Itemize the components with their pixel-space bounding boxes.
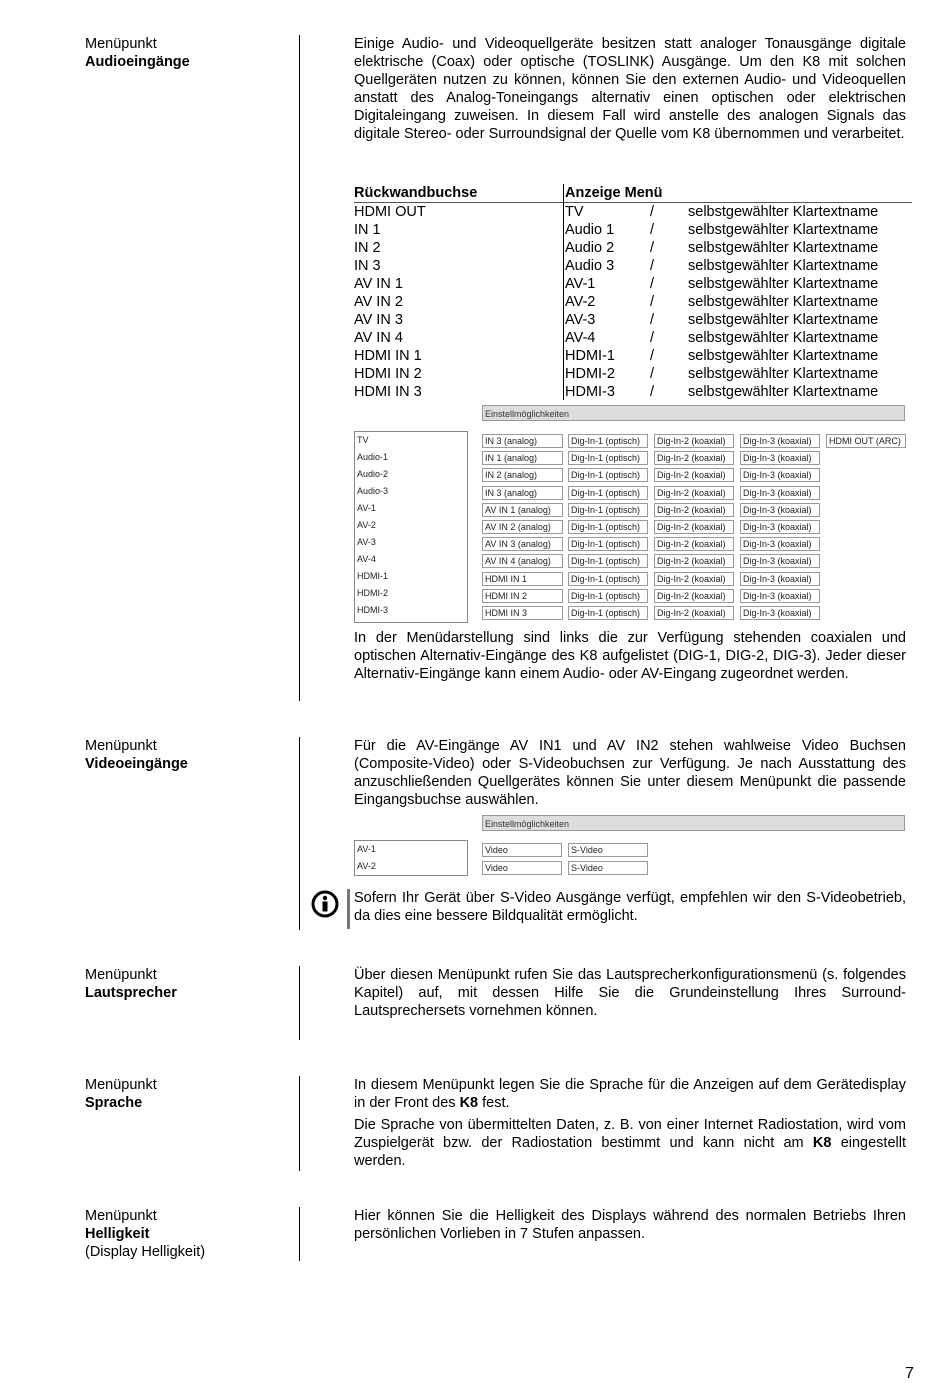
menu-item[interactable]: HDMI-3 bbox=[357, 605, 388, 615]
page-number: 7 bbox=[905, 1365, 914, 1382]
menu-item[interactable]: Audio-1 bbox=[357, 452, 389, 462]
table-cell: / bbox=[650, 258, 655, 274]
menu-item[interactable]: HDMI-2 bbox=[357, 588, 388, 598]
table-header-socket: Rückwandbuchse bbox=[354, 185, 478, 201]
option-cell[interactable]: Dig-In-2 (koaxial) bbox=[654, 434, 734, 448]
brightness-label-sub: (Display Helligkeit) bbox=[85, 1244, 206, 1260]
audio-outro-text: In der Menüdarstellung sind links die zur Verfügung stehenden coaxialen und optischen Alternativ-Eingänge des K8 aufgelistet (DIG-1, DIG-2, DIG-3). Jeder dieser Alternativ-Eingänge kann einem Audio- oder AV-Eingang zugeordnet werden. bbox=[354, 630, 906, 682]
option-cell[interactable]: Dig-In-3 (koaxial) bbox=[740, 451, 820, 465]
table-cell: AV IN 3 bbox=[354, 312, 403, 328]
option-cell[interactable]: Dig-In-3 (koaxial) bbox=[740, 503, 820, 517]
option-cell[interactable]: Dig-In-2 (koaxial) bbox=[654, 537, 734, 551]
audio-socket-table bbox=[354, 184, 912, 401]
option-cell[interactable]: Dig-In-1 (optisch) bbox=[568, 503, 648, 517]
audio-intro-text: Einige Audio- und Videoquellgeräte besitzen statt analoger Tonausgänge digitale elektrische (Coax) oder optische (TOSLINK) Ausgänge. Um den K8 mit solchen Quellgeräten nutzen zu können, können Sie den externen Audio- und Videoquellen anstatt des Analog-Toneingangs alternativ einen optischen oder elektrischen Digitaleingang zuweisen. In diesem Fall wird anstelle des analogen Signals das digitale Stereo- oder Surroundsignal der Quelle vom K8 übernommen und verarbeitet. bbox=[354, 36, 906, 142]
menu-item[interactable]: AV-4 bbox=[357, 554, 376, 564]
table-cell: selbstgewählter Klartextname bbox=[688, 366, 879, 382]
note-bar bbox=[347, 889, 350, 929]
audio-table-header bbox=[354, 184, 912, 203]
table-row bbox=[354, 365, 912, 383]
table-cell: Audio 3 bbox=[565, 258, 615, 274]
option-cell[interactable]: Dig-In-3 (koaxial) bbox=[740, 572, 820, 586]
table-cell: HDMI IN 3 bbox=[354, 384, 422, 400]
option-cell[interactable]: Dig-In-1 (optisch) bbox=[568, 589, 648, 603]
table-cell: IN 2 bbox=[354, 240, 381, 256]
table-cell: selbstgewählter Klartextname bbox=[688, 330, 879, 346]
table-cell: selbstgewählter Klartextname bbox=[688, 294, 879, 310]
option-cell[interactable]: AV IN 4 (analog) bbox=[482, 554, 563, 568]
table-cell: / bbox=[650, 348, 655, 364]
menu-item[interactable]: HDMI-1 bbox=[357, 571, 388, 581]
option-cell[interactable]: Dig-In-2 (koaxial) bbox=[654, 606, 734, 620]
table-cell: selbstgewählter Klartextname bbox=[688, 348, 879, 364]
option-cell[interactable]: Video bbox=[482, 861, 562, 875]
option-cell[interactable]: Dig-In-2 (koaxial) bbox=[654, 554, 734, 568]
option-cell[interactable]: HDMI IN 1 bbox=[482, 572, 563, 586]
table-cell: selbstgewählter Klartextname bbox=[688, 222, 879, 238]
option-cell[interactable]: Dig-In-3 (koaxial) bbox=[740, 537, 820, 551]
table-cell: IN 1 bbox=[354, 222, 381, 238]
option-cell[interactable]: HDMI IN 2 bbox=[482, 589, 563, 603]
table-row bbox=[354, 221, 912, 239]
audio-table-body bbox=[354, 203, 912, 401]
language-text-2: Die Sprache von übermittelten Daten, z. B. von einer Internet Radiostation, wird vom Zuspielgerät bzw. der Radiostation bestimmt und kann nicht am K8 eingestellt werden. bbox=[354, 1117, 906, 1169]
table-row bbox=[354, 257, 912, 275]
speaker-text bbox=[354, 966, 906, 1020]
table-cell: selbstgewählter Klartextname bbox=[688, 204, 879, 220]
option-cell[interactable]: Dig-In-2 (koaxial) bbox=[654, 468, 734, 482]
table-cell: AV IN 2 bbox=[354, 294, 403, 310]
video-label-title: Videoeingänge bbox=[85, 756, 188, 772]
table-cell: Audio 1 bbox=[565, 222, 615, 238]
option-cell[interactable]: Dig-In-2 (koaxial) bbox=[654, 572, 734, 586]
option-cell[interactable]: IN 2 (analog) bbox=[482, 468, 563, 482]
menu-item[interactable]: Audio-2 bbox=[357, 469, 389, 479]
table-cell: selbstgewählter Klartextname bbox=[688, 240, 879, 256]
audio-label bbox=[85, 35, 190, 71]
language-text-1: In diesem Menüpunkt legen Sie die Sprache für die Anzeigen auf dem Gerätedisplay in der Front des K8 fest. bbox=[354, 1077, 906, 1111]
table-row bbox=[354, 329, 912, 347]
table-row bbox=[354, 239, 912, 257]
table-cell: AV IN 4 bbox=[354, 330, 403, 346]
option-cell[interactable]: Dig-In-1 (optisch) bbox=[568, 451, 648, 465]
table-cell: HDMI OUT bbox=[354, 204, 426, 220]
table-cell: AV IN 1 bbox=[354, 276, 403, 292]
option-cell[interactable]: AV IN 2 (analog) bbox=[482, 520, 563, 534]
option-cell[interactable]: S-Video bbox=[568, 861, 648, 875]
table-row bbox=[354, 293, 912, 311]
option-cell[interactable]: Dig-In-2 (koaxial) bbox=[654, 451, 734, 465]
brightness-label bbox=[85, 1207, 205, 1261]
table-cell: TV bbox=[565, 204, 584, 220]
table-cell: selbstgewählter Klartextname bbox=[688, 384, 879, 400]
table-cell: / bbox=[650, 276, 655, 292]
audio-label-title: Audioeingänge bbox=[85, 54, 190, 70]
menu-item[interactable]: AV-1 bbox=[357, 503, 376, 513]
table-cell: selbstgewählter Klartextname bbox=[688, 312, 879, 328]
speaker-label bbox=[85, 966, 177, 1002]
language-label bbox=[85, 1076, 157, 1112]
option-cell[interactable]: IN 3 (analog) bbox=[482, 434, 563, 448]
menu-item[interactable]: AV-1 bbox=[357, 844, 376, 854]
option-cell[interactable]: Dig-In-3 (koaxial) bbox=[740, 589, 820, 603]
option-cell[interactable]: Dig-In-2 (koaxial) bbox=[654, 589, 734, 603]
option-cell[interactable]: Dig-In-3 (koaxial) bbox=[740, 468, 820, 482]
option-cell[interactable]: Dig-In-3 (koaxial) bbox=[740, 520, 820, 534]
brightness-text-body: Hier können Sie die Helligkeit des Displays während des normalen Betriebs Ihren persönlichen Vorlieben in 7 Stufen anpassen. bbox=[354, 1208, 906, 1242]
language-label-title: Sprache bbox=[85, 1095, 143, 1111]
table-cell: IN 3 bbox=[354, 258, 381, 274]
option-cell[interactable]: HDMI OUT (ARC) bbox=[826, 434, 906, 448]
option-cell[interactable]: IN 3 (analog) bbox=[482, 486, 563, 500]
option-cell[interactable]: Dig-In-1 (optisch) bbox=[568, 606, 648, 620]
video-note bbox=[354, 889, 906, 925]
option-cell[interactable]: Dig-In-3 (koaxial) bbox=[740, 486, 820, 500]
menu-item[interactable]: Audio-3 bbox=[357, 486, 389, 496]
option-cell[interactable]: IN 1 (analog) bbox=[482, 451, 563, 465]
table-row bbox=[354, 383, 912, 401]
audio-options-header: Einstellmöglichkeiten bbox=[482, 405, 905, 421]
language-divider bbox=[299, 1076, 300, 1171]
brightness-text bbox=[354, 1207, 906, 1243]
speaker-divider bbox=[299, 966, 300, 1040]
audio-menu-list bbox=[354, 431, 468, 623]
speaker-label-prefix: Menüpunkt bbox=[85, 967, 157, 983]
audio-label-prefix: Menüpunkt bbox=[85, 36, 157, 52]
video-text bbox=[354, 737, 906, 809]
table-cell: HDMI-3 bbox=[565, 384, 615, 400]
brightness-label-title: Helligkeit bbox=[85, 1226, 150, 1242]
language-label-prefix: Menüpunkt bbox=[85, 1077, 157, 1093]
option-cell[interactable]: Dig-In-3 (koaxial) bbox=[740, 554, 820, 568]
option-cell[interactable]: Dig-In-1 (optisch) bbox=[568, 537, 648, 551]
menu-item[interactable]: AV-2 bbox=[357, 861, 376, 871]
table-cell: selbstgewählter Klartextname bbox=[688, 258, 879, 274]
table-cell: AV-3 bbox=[565, 312, 596, 328]
table-cell: / bbox=[650, 204, 655, 220]
video-label-prefix: Menüpunkt bbox=[85, 738, 157, 754]
table-header-menu: Anzeige Menü bbox=[565, 185, 663, 201]
speaker-label-title: Lautsprecher bbox=[85, 985, 177, 1001]
table-cell: HDMI-2 bbox=[565, 366, 615, 382]
table-row bbox=[354, 347, 912, 365]
menu-item[interactable]: AV-2 bbox=[357, 520, 376, 530]
video-divider bbox=[299, 737, 300, 930]
table-cell: / bbox=[650, 222, 655, 238]
video-note-text: Sofern Ihr Gerät über S-Video Ausgänge verfügt, empfehlen wir den S-Videobetrieb, da dies eine bessere Bildqualität ermöglicht. bbox=[354, 890, 906, 924]
table-row bbox=[354, 203, 912, 221]
table-cell: / bbox=[650, 294, 655, 310]
video-text-body: Für die AV-Eingänge AV IN1 und AV IN2 stehen wahlweise Video Buchsen (Composite-Video) oder S-Videobuchsen zur Verfügung. Je nach Ausstattung des anzuschließenden Quellgerätes können Sie unter diesem Menüpunkt die passende Eingangsbuchse auswählen. bbox=[354, 738, 906, 808]
table-cell: HDMI IN 2 bbox=[354, 366, 422, 382]
audio-divider bbox=[299, 35, 300, 701]
option-cell[interactable]: Dig-In-3 (koaxial) bbox=[740, 434, 820, 448]
video-menu-list bbox=[354, 840, 468, 876]
option-cell[interactable]: S-Video bbox=[568, 843, 648, 857]
option-cell[interactable]: AV IN 3 (analog) bbox=[482, 537, 563, 551]
table-cell: HDMI-1 bbox=[565, 348, 615, 364]
brightness-divider bbox=[299, 1207, 300, 1261]
audio-outro bbox=[354, 629, 906, 683]
language-text bbox=[354, 1076, 906, 1170]
table-cell: AV-1 bbox=[565, 276, 596, 292]
table-cell: Audio 2 bbox=[565, 240, 615, 256]
table-cell: / bbox=[650, 312, 655, 328]
table-row bbox=[354, 311, 912, 329]
option-cell[interactable]: Dig-In-2 (koaxial) bbox=[654, 503, 734, 517]
table-column-divider bbox=[563, 184, 564, 400]
option-cell[interactable]: Dig-In-2 (koaxial) bbox=[654, 486, 734, 500]
menu-item[interactable]: TV bbox=[357, 435, 369, 445]
table-cell: / bbox=[650, 384, 655, 400]
table-cell: / bbox=[650, 366, 655, 382]
option-cell[interactable]: Dig-In-1 (optisch) bbox=[568, 486, 648, 500]
option-cell[interactable]: Dig-In-1 (optisch) bbox=[568, 468, 648, 482]
audio-intro bbox=[354, 35, 906, 143]
table-cell: AV-4 bbox=[565, 330, 596, 346]
option-cell[interactable]: Dig-In-1 (optisch) bbox=[568, 520, 648, 534]
option-cell[interactable]: Dig-In-1 (optisch) bbox=[568, 572, 648, 586]
option-cell[interactable]: AV IN 1 (analog) bbox=[482, 503, 563, 517]
table-row bbox=[354, 275, 912, 293]
option-cell[interactable]: Dig-In-2 (koaxial) bbox=[654, 520, 734, 534]
option-cell[interactable]: Video bbox=[482, 843, 562, 857]
info-icon bbox=[311, 890, 339, 918]
table-cell: selbstgewählter Klartextname bbox=[688, 276, 879, 292]
option-cell[interactable]: Dig-In-3 (koaxial) bbox=[740, 606, 820, 620]
option-cell[interactable]: HDMI IN 3 bbox=[482, 606, 563, 620]
speaker-text-body: Über diesen Menüpunkt rufen Sie das Lautsprecherkonfigurationsmenü (s. folgendes Kapitel) auf, mit dessen Hilfe Sie die Grundeinstellung Ihres Surround-Lautsprechersets vornehmen können. bbox=[354, 967, 906, 1019]
video-options-header: Einstellmöglichkeiten bbox=[482, 815, 905, 831]
option-cell[interactable]: Dig-In-1 (optisch) bbox=[568, 554, 648, 568]
option-cell[interactable]: Dig-In-1 (optisch) bbox=[568, 434, 648, 448]
table-cell: AV-2 bbox=[565, 294, 596, 310]
brightness-label-prefix: Menüpunkt bbox=[85, 1208, 157, 1224]
table-cell: HDMI IN 1 bbox=[354, 348, 422, 364]
menu-item[interactable]: AV-3 bbox=[357, 537, 376, 547]
video-label bbox=[85, 737, 188, 773]
table-cell: / bbox=[650, 240, 655, 256]
table-cell: / bbox=[650, 330, 655, 346]
